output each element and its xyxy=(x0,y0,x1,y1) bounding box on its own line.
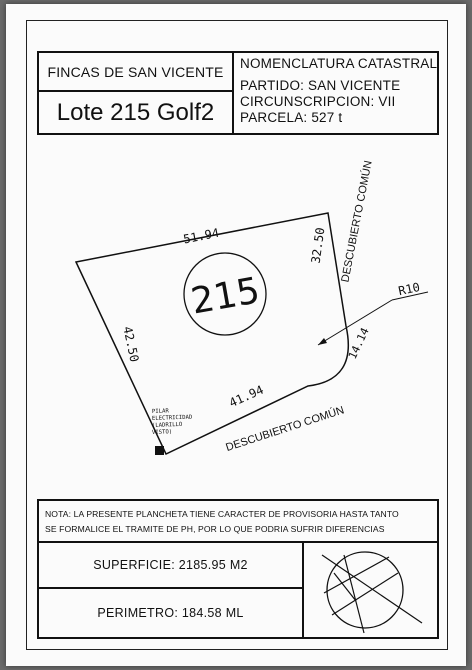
pilar-marker xyxy=(155,446,164,455)
note-line-1: NOTA: LA PRESENTE PLANCHETA TIENE CARACTER DE PROVISORIA HASTA TANTO xyxy=(45,509,399,519)
note-line-2: SE FORMALICE EL TRAMITE DE PH, POR LO QUE PODRIA SUFRIR DIFERENCIAS xyxy=(45,524,385,534)
pilar-text-2: ELECTRICIDAD xyxy=(151,414,193,422)
dim-right: 32.50 xyxy=(308,226,328,265)
parcela-text: PARCELA: 527 t xyxy=(240,110,343,125)
partido-text: PARTIDO: SAN VICENTE xyxy=(240,78,401,93)
dim-chamfer: 14.14 xyxy=(345,325,372,362)
dim-bottom: 41.94 xyxy=(227,382,266,411)
pilar-text-3: (LADRILLO xyxy=(151,421,183,429)
perimeter: PERIMETRO: 184.58 ML xyxy=(39,589,304,637)
label-descubierto-bottom: DESCUBIERTO COMÚN xyxy=(224,404,346,454)
development-name: FINCAS DE SAN VICENTE xyxy=(39,53,234,92)
dim-left: 42.50 xyxy=(120,325,142,364)
radius-arrowhead xyxy=(318,338,327,345)
radius-label: R10 xyxy=(397,279,422,299)
nomenclature-title: NOMENCLATURA CATASTRAL xyxy=(240,56,438,71)
pilar-text-4: VISTO) xyxy=(151,429,173,436)
dim-top: 51.94 xyxy=(182,225,221,247)
lot-title: Lote 215 Golf2 xyxy=(39,92,234,133)
pilar-note xyxy=(152,408,193,436)
label-descubierto-right: DESCUBIERTO COMÚN xyxy=(339,159,375,284)
surface-area: SUPERFICIE: 2185.95 M2 xyxy=(39,543,304,589)
lot-number: 215 xyxy=(188,270,263,323)
pilar-text-1: PILAR xyxy=(151,408,169,415)
circunscripcion-text: CIRCUNSCRIPCION: VII xyxy=(240,94,396,109)
